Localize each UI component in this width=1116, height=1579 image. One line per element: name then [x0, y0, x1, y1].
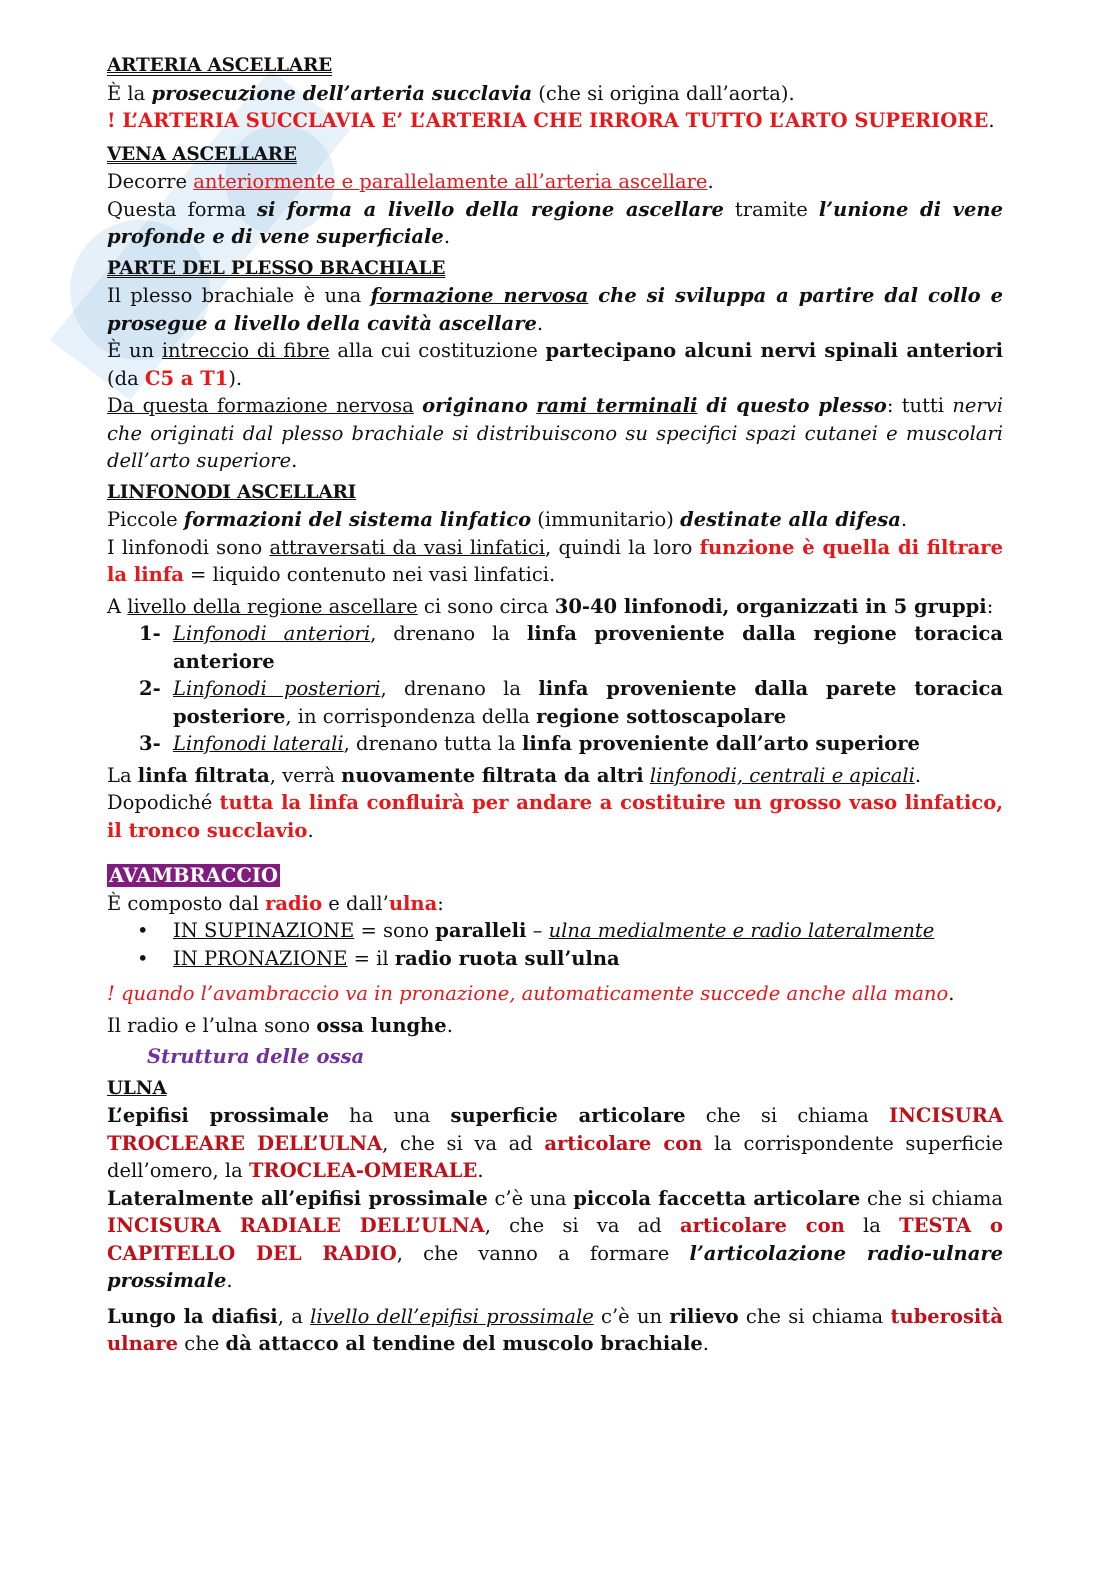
heading-avambraccio-wrap: [107, 862, 1003, 890]
linfonodi-list: [107, 620, 1003, 758]
bullet-item: [137, 945, 1003, 973]
list-number: 3-: [139, 732, 161, 755]
list-item: [139, 675, 1003, 730]
text: .: [707, 170, 714, 193]
paragraph: [107, 1185, 1003, 1295]
heading-linfonodi-ascellari: LINFONODI ASCELLARI: [107, 481, 357, 503]
bold-text: L’epifisi prossimale: [107, 1104, 329, 1127]
text: = liquido contenuto nei vasi linfatici.: [183, 563, 556, 586]
underlined-text: IN SUPINAZIONE: [173, 919, 355, 942]
text: , verrà: [269, 763, 342, 787]
bold-text: linfa proveniente dall’arto superiore: [521, 732, 920, 755]
paragraph: [107, 392, 1003, 475]
dark-red-bold-text: TESTA o CAPITELLO DEL RADIO: [107, 1214, 1003, 1265]
text: , drenano la: [380, 677, 539, 700]
text: che: [178, 1332, 226, 1355]
note-paragraph: [107, 980, 1003, 1008]
text: È la: [107, 81, 152, 105]
text: che si chiama: [860, 1186, 1004, 1210]
text: .: [900, 508, 908, 531]
emphasis: l’articolazione radio-ulnare prossimale: [107, 1241, 1004, 1292]
text: .: [477, 1159, 484, 1182]
section-ulna: [107, 1075, 1003, 1358]
text: ).: [228, 366, 243, 390]
dark-red-bold-text: articolare con: [544, 1131, 703, 1155]
paragraph: [107, 337, 1003, 392]
text: ha una: [328, 1104, 451, 1127]
italic-underlined-text: ulna medialmente e radio lateralmente: [548, 919, 935, 942]
heading-avambraccio: AVAMBRACCIO: [109, 864, 279, 887]
red-bold-text: funzione è quella di filtrare la linfa: [107, 535, 1003, 586]
text: c’è una: [487, 1186, 574, 1210]
red-bold-text: radio: [265, 891, 323, 915]
bullet-icon: •: [137, 946, 149, 970]
underlined-text: intreccio di fibre: [161, 339, 330, 362]
text: ci sono circa: [417, 594, 555, 618]
paragraph: [107, 1012, 1003, 1040]
bold-text: linfa filtrata: [137, 763, 270, 787]
subtitle-struttura-ossa: Struttura delle ossa: [147, 1045, 365, 1068]
text: :: [986, 594, 994, 618]
text: È un: [107, 339, 162, 362]
text: Il radio e l’ulna sono: [107, 1013, 317, 1037]
text: :: [437, 891, 444, 915]
dark-red-bold-text: TROCLEA-OMERALE: [248, 1159, 478, 1182]
text: .: [988, 109, 995, 132]
text: e dall’: [322, 891, 389, 915]
paragraph: [107, 80, 1003, 108]
red-underlined-text: anteriormente e parallelamente all’arteria ascellare: [193, 170, 708, 193]
text: la: [844, 1214, 900, 1237]
bullet-icon: •: [137, 919, 149, 942]
text: [414, 394, 422, 417]
text: c’è un: [593, 1304, 670, 1328]
text: , drenano la: [370, 622, 527, 645]
text: : tutti: [886, 394, 953, 417]
bold-text: Lungo la diafisi: [107, 1304, 278, 1328]
bold-text: Lateralmente all’epifisi prossimale: [107, 1186, 488, 1210]
underlined-text: attraversati da vasi linfatici: [269, 535, 546, 559]
section-vena-ascellare: [107, 141, 1003, 251]
emphasis: si forma a livello della regione ascellare: [257, 197, 724, 221]
document-page: [107, 52, 1003, 1358]
text: , che vanno a formare: [396, 1241, 690, 1265]
text: –: [526, 919, 549, 942]
section-arteria-ascellare: [107, 52, 1003, 135]
bold-text: linfa proveniente dalla parete toracica posteriore: [173, 677, 1004, 728]
heading-arteria-ascellare: ARTERIA ASCELLARE: [107, 55, 333, 76]
bold-text: radio ruota sull’ulna: [394, 946, 620, 970]
text: (da: [107, 366, 145, 390]
italic-text: nervi che originati dal plesso brachiale si distribuiscono su specifici spazi cutanei e muscolari dell’arto superiore: [107, 394, 1004, 472]
text: , a: [277, 1304, 311, 1328]
emphasis-underlined: rami terminali: [536, 394, 698, 417]
text: = il: [347, 946, 395, 970]
dark-red-bold-text: tuberosità ulnare: [107, 1304, 1003, 1355]
text: , che si va ad: [382, 1131, 545, 1155]
underlined-text: livello della regione ascellare: [127, 594, 418, 618]
text: .: [226, 1269, 233, 1292]
bold-text: rilievo: [669, 1304, 739, 1328]
section-linfonodi-ascellari: [107, 479, 1003, 845]
paragraph: [107, 282, 1003, 337]
list-number: 2-: [139, 677, 161, 700]
text: tramite: [723, 197, 819, 221]
emphasis: originano: [422, 394, 528, 417]
bold-text: regione sottoscapolare: [536, 704, 787, 728]
italic-underlined-text: Linfonodi laterali: [173, 732, 344, 755]
text: I linfonodi sono: [107, 535, 270, 559]
bold-text: paralleli: [435, 919, 527, 942]
underlined-text: IN PRONAZIONE: [173, 946, 348, 970]
list-number: 1-: [139, 622, 161, 645]
section-plesso-brachiale: [107, 255, 1003, 475]
paragraph: [107, 593, 1003, 621]
warning-line: [107, 107, 1003, 135]
text: .: [914, 763, 922, 787]
bold-text: 30-40 linfonodi, organizzati in 5 gruppi: [554, 594, 987, 618]
section-avambraccio: [107, 862, 1003, 1071]
text: .: [702, 1332, 709, 1355]
heading-ulna: ULNA: [107, 1077, 167, 1099]
bold-text: nuovamente filtrata da altri: [341, 763, 644, 787]
list-item: [139, 730, 1003, 758]
heading-vena-ascellare: VENA ASCELLARE: [107, 143, 297, 165]
list-item: [139, 620, 1003, 675]
warning-text: ! L’ARTERIA SUCCLAVIA E’ L’ARTERIA CHE IRRORA TUTTO L’ARTO SUPERIORE: [107, 109, 989, 132]
emphasis: l’unione di vene profonde e di vene superficiale: [107, 197, 1003, 248]
text: che si chiama: [738, 1304, 891, 1328]
italic-underlined-text: Linfonodi posteriori: [173, 677, 381, 700]
paragraph: [107, 196, 1003, 251]
paragraph: [107, 1102, 1003, 1185]
emphasis: che si sviluppa a partire dal collo e prosegue a livello della cavità ascellare: [107, 284, 1003, 335]
text: , drenano tutta la: [343, 732, 522, 755]
text: , che si va ad: [484, 1214, 681, 1237]
red-bold-text: ulna: [388, 891, 438, 915]
dark-red-bold-text: INCISURA TROCLEARE DELL’ULNA: [107, 1104, 1003, 1155]
italic-underlined-text: linfonodi, centrali e apicali: [649, 763, 915, 787]
red-bold-text: tutta la linfa confluirà per andare a costituire un grosso vaso linfatico, il tronco succlavio: [107, 791, 1003, 842]
bold-text: linfa proveniente dalla regione toracica anteriore: [173, 622, 1004, 673]
bullet-item: [137, 917, 1003, 945]
italic-underlined-text: Linfonodi anteriori: [173, 622, 371, 645]
bold-text: dà attacco al tendine del muscolo brachiale: [225, 1332, 703, 1355]
bold-text: piccola faccetta articolare: [573, 1186, 861, 1210]
text: alla cui costituzione: [329, 339, 546, 362]
text: che si chiama: [685, 1104, 889, 1127]
heading-plesso-brachiale: PARTE DEL PLESSO BRACHIALE: [107, 257, 446, 279]
emphasis-underlined: formazione nervosa: [370, 284, 589, 307]
underlined-text: Da questa formazione nervosa: [107, 394, 414, 417]
text: .: [443, 225, 451, 248]
text: .: [291, 449, 298, 472]
text: Dopodiché: [107, 791, 220, 814]
text: , in corrispondenza della: [285, 704, 537, 728]
paragraph: [107, 534, 1003, 589]
text: (immunitario): [531, 508, 681, 531]
emphasis: prosecuzione dell’arteria succlavia: [151, 81, 533, 105]
red-italic-note: ! quando l’avambraccio va in pronazione, automaticamente succede anche alla mano: [107, 982, 949, 1005]
text: Decorre: [107, 170, 194, 193]
text: Il plesso brachiale è una: [107, 284, 371, 307]
paragraph: [107, 506, 1003, 534]
text: È composto dal: [107, 891, 266, 915]
text: Piccole: [107, 508, 184, 531]
text: .: [307, 818, 314, 842]
text: , quindi la loro: [545, 535, 700, 559]
emphasis: destinate alla difesa: [680, 508, 901, 531]
text: Questa forma: [107, 197, 258, 221]
text: .: [536, 311, 544, 335]
avambraccio-bullets: [107, 917, 1003, 972]
red-bold-text: C5 a T1: [144, 366, 229, 390]
text: = sono: [354, 919, 436, 942]
text: [528, 394, 536, 417]
text: (che si origina dall’aorta).: [532, 81, 795, 105]
italic-underlined-text: livello dell’epifisi prossimale: [310, 1304, 594, 1328]
dark-red-bold-text: INCISURA RADIALE DELL’ULNA: [107, 1214, 485, 1237]
text: .: [446, 1013, 453, 1037]
paragraph: [107, 1303, 1003, 1358]
bold-text: superficie articolare: [450, 1104, 686, 1127]
paragraph: [107, 789, 1003, 844]
paragraph: [107, 762, 1003, 790]
text: A: [107, 594, 128, 618]
bold-text: ossa lunghe: [316, 1013, 447, 1037]
bold-text: partecipano alcuni nervi spinali anteriori: [545, 339, 1003, 362]
emphasis: formazioni del sistema linfatico: [183, 508, 532, 531]
dark-red-bold-text: articolare con: [680, 1214, 845, 1237]
paragraph: [107, 168, 1003, 196]
text: .: [948, 982, 955, 1005]
text: La: [107, 763, 138, 787]
emphasis: di questo plesso: [697, 394, 887, 417]
paragraph: [107, 890, 1003, 918]
text: la corrispondente superficie dell’omero, la: [107, 1131, 1004, 1182]
